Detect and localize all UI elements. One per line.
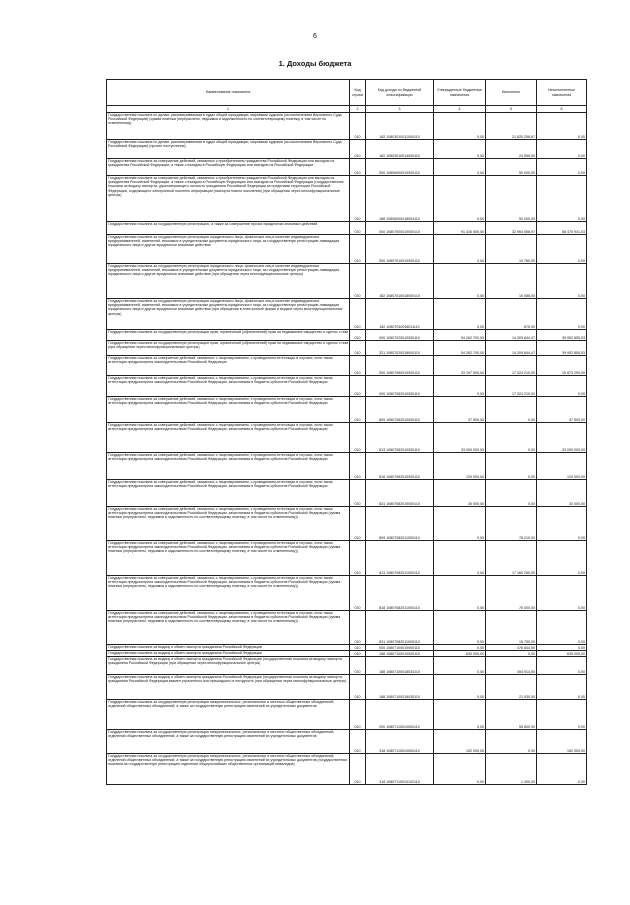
row-approved: 0,00 xyxy=(434,176,486,222)
table-row xyxy=(107,675,587,700)
row-unexecuted: 152 000,00 xyxy=(537,730,587,754)
column-number: 4 xyxy=(434,106,486,113)
header-executed: Исполнено xyxy=(486,80,537,106)
row-approved: 120 000,00 xyxy=(434,453,486,480)
row-class-code: 813 10807082010000110 xyxy=(366,423,434,453)
row-line-code: 010 xyxy=(350,507,366,541)
header-line-code: Код строки xyxy=(350,80,366,106)
row-name: Государственная пошлина за государственную регистрацию, а также за совершение прочих юридически значимых действий xyxy=(107,222,350,235)
table-row xyxy=(107,113,587,140)
table-row xyxy=(107,657,587,675)
row-unexecuted: 0,00 xyxy=(537,235,587,264)
row-executed: 0,00 xyxy=(486,397,537,423)
row-class-code: 000 10807100010000110 xyxy=(366,645,434,651)
row-line-code: 010 xyxy=(350,657,366,675)
row-class-code: 000 10807110010000110 xyxy=(366,700,434,730)
row-line-code: 010 xyxy=(350,264,366,299)
table-row xyxy=(107,235,587,264)
row-class-code: 000 10807000010000110 xyxy=(366,222,434,235)
row-executed: 0,00 xyxy=(486,730,537,754)
table-row xyxy=(107,376,587,397)
row-unexecuted: 0,00 xyxy=(537,754,587,785)
column-number-row xyxy=(107,106,587,113)
row-line-code: 010 xyxy=(350,651,366,657)
row-name: Государственная пошлина за совершение действий, связанных с лицензированием, с проведением аттестации в случаях, если такая аттестация предусмотрена законодательством Российской Федерации, зачисляемая в бюджеты субъектов Российской Федерации xyxy=(107,376,350,397)
row-class-code: 182 10803010011000110 xyxy=(366,113,434,140)
row-unexecuted: 0,00 xyxy=(537,264,587,299)
row-executed: 21 620 256,67 xyxy=(486,113,537,140)
table-row xyxy=(107,159,587,176)
row-approved: 47 500,00 xyxy=(434,397,486,423)
row-line-code: 010 xyxy=(350,113,366,140)
row-name: Государственная пошлина за совершение действий, связанных с лицензированием, с проведением аттестации в случаях, если такая аттестация предусмотрена законодательством Российской Федерации, зачисляемая в бюджеты субъектов Российской Федерации (сумма платежа (перерасчеты, недоимка и задолженность по соответствующему платежу, в том числе по отмененному)) xyxy=(107,611,350,645)
row-name: Государственная пошлина за государственную регистрацию юридического лица, физических лиц в качестве индивидуальных предпринимателей, изменений, вносимых в учредительные документы юридического лица, за государственную регистрацию ликвидации юридического лица и другие юридически значимые действия xyxy=(107,235,350,264)
table-row xyxy=(107,453,587,480)
row-class-code: 182 10803010014000110 xyxy=(366,140,434,159)
row-unexecuted: 0,00 xyxy=(537,700,587,730)
row-class-code: 182 10807010018011110 xyxy=(366,299,434,330)
row-approved: 0,00 xyxy=(434,264,486,299)
row-line-code: 010 xyxy=(350,700,366,730)
row-unexecuted: 0,00 xyxy=(537,376,587,397)
row-class-code: 809 10807082011000110 xyxy=(366,507,434,541)
row-name: Государственная пошлина за совершение действий, связанных с лицензированием, с проведением аттестации в случаях, если такая аттестация предусмотрена законодательством Российской Федерации, зачисляемая в бюджеты субъектов Российской Федерации xyxy=(107,397,350,423)
row-executed: 10 760,00 xyxy=(486,235,537,264)
row-unexecuted: 30 000,00 xyxy=(537,480,587,507)
row-name: Государственная пошлина за совершение действий, связанных с приобретением гражданства Российской Федерации или выходом из гражданства Российской Федерации, а также с въездом в Российскую Федерацию или выездом из Российской Федерации xyxy=(107,159,350,176)
row-line-code: 010 xyxy=(350,576,366,611)
row-approved: 0,00 xyxy=(434,754,486,785)
row-name: Государственная пошлина за совершение действий, связанных с лицензированием, с проведением аттестации в случаях, если такая аттестация предусмотрена законодательством Российской Федерации, зачисляемая в бюджеты субъектов Российской Федерации (сумма платежа (перерасчеты, недоимка и задолженность по соответствующему платежу, в том числе по отмененному)) xyxy=(107,507,350,541)
row-class-code: 818 10807082010000110 xyxy=(366,453,434,480)
row-executed: 1 400,00 xyxy=(486,754,537,785)
row-unexecuted: 33 000 000,00 xyxy=(537,423,587,453)
row-executed: 17 160 250,00 xyxy=(486,541,537,576)
row-executed: 17 324 210,00 xyxy=(486,376,537,397)
row-name: Государственная пошлина за выдачу и обмен паспорта гражданина Российской Федерации xyxy=(107,651,350,657)
row-executed: 0,00 xyxy=(486,423,537,453)
column-number: 6 xyxy=(537,106,587,113)
row-approved: 0,00 xyxy=(434,700,486,730)
row-name: Государственная пошлина за выдачу и обмен паспорта гражданина Российской Федерации (государственная пошлина за выдачу паспорта гражданина Российской Федерации взамен утраченного или пришедшего в негодность (при обращении через многофункциональные центры) xyxy=(107,675,350,700)
row-approved: 54 262 700,00 xyxy=(434,341,486,356)
row-name: Государственная пошлина за государственную регистрацию юридического лица, физических лиц в качестве индивидуальных предпринимателей, изменений, вносимых в учредительные документы юридического лица, за государственную регистрацию ликвидации юридического лица и другие юридически значимые действия (при обращении в электронной форме и выдаче через многофункциональные центры) xyxy=(107,299,350,330)
row-class-code: 188 10806000018004110 xyxy=(366,176,434,222)
row-executed: 32 964 558,97 xyxy=(486,222,537,235)
row-line-code: 010 xyxy=(350,611,366,645)
row-executed: 50 000,00 xyxy=(486,159,537,176)
section-title: 1. Доходы бюджета xyxy=(278,59,352,68)
column-number: 1 xyxy=(107,106,350,113)
row-executed: 476 844,50 xyxy=(486,645,537,651)
row-class-code: 188 10807100018035110 xyxy=(366,675,434,700)
row-executed: 454 914,50 xyxy=(486,657,537,675)
table-row xyxy=(107,397,587,423)
row-class-code: 000 10807080010000110 xyxy=(366,356,434,376)
row-executed: 14 309 844,47 xyxy=(486,330,537,341)
row-line-code: 010 xyxy=(350,140,366,159)
row-name: Государственная пошлина за государственную регистрацию межрегиональных, региональных и местных общественных объединений, отделений общественных объединений, а также за государственную регистрацию изменений их учредительных документов xyxy=(107,730,350,754)
row-line-code: 010 xyxy=(350,235,366,264)
row-unexecuted: 47 500,00 xyxy=(537,397,587,423)
row-line-code: 010 xyxy=(350,423,366,453)
row-approved: 0,00 xyxy=(434,657,486,675)
row-class-code: 321 10807020018000110 xyxy=(366,341,434,356)
column-number: 3 xyxy=(366,106,434,113)
row-approved: 0,00 xyxy=(434,507,486,541)
table-header-row xyxy=(107,80,587,106)
row-unexecuted: 0,00 xyxy=(537,657,587,675)
row-approved: 33 197 500,00 xyxy=(434,356,486,376)
table-row xyxy=(107,222,587,235)
row-name: Государственная пошлина за выдачу и обмен паспорта гражданина Российской Федерации (государственная пошлина за выдачу паспорта гражданина Российской Федерации (при обращении через многофункциональные центры) xyxy=(107,657,350,675)
row-line-code: 010 xyxy=(350,341,366,356)
row-executed: 15 750,00 xyxy=(486,611,537,645)
row-approved: 0,00 xyxy=(434,159,486,176)
table-body xyxy=(107,113,587,785)
row-unexecuted: 0,00 xyxy=(537,113,587,140)
table-row xyxy=(107,341,587,356)
table-row xyxy=(107,480,587,507)
row-unexecuted: 630 000,00 xyxy=(537,651,587,657)
row-unexecuted: 0,00 xyxy=(537,507,587,541)
row-executed: 55 800,00 xyxy=(486,700,537,730)
row-class-code: 831 10807082011000110 xyxy=(366,611,434,645)
row-approved: 152 000,00 xyxy=(434,730,486,754)
row-line-code: 010 xyxy=(350,754,366,785)
table-row xyxy=(107,541,587,576)
row-name: Государственная пошлина за выдачу и обмен паспорта гражданина Российской Федерации xyxy=(107,645,350,651)
header-class-code: Код дохода по бюджетной классификации xyxy=(366,80,434,106)
row-executed: 14 309 844,47 xyxy=(486,341,537,356)
row-unexecuted: 0,00 xyxy=(537,576,587,611)
row-name: Государственная пошлина за государственную регистрацию межрегиональных, региональных и местных общественных объединений, отделений общественных объединений, а также за государственную регистрацию изменений их учредительных документов (государственная пошлина за государственную регистрацию отделения общероссийских общественных организаций инвалидов) xyxy=(107,754,350,785)
row-executed: 78 210,00 xyxy=(486,507,537,541)
column-number: 2 xyxy=(350,106,366,113)
row-approved: 630 000,00 xyxy=(434,651,486,657)
row-name: Государственная пошлина за государственную регистрацию юридического лица, физических лиц в качестве индивидуальных предпринимателей, изменений, вносимых в учредительные документы юридического лица, за государственную регистрацию ликвидации юридического лица и другие юридически значимые действия (при обращении через многофункциональные центры) xyxy=(107,264,350,299)
row-unexecuted: 0,00 xyxy=(537,645,587,651)
row-unexecuted: 0,00 xyxy=(537,541,587,576)
row-unexecuted: 39 952 855,53 xyxy=(537,341,587,356)
row-line-code: 010 xyxy=(350,730,366,754)
row-approved: 0,00 xyxy=(434,675,486,700)
row-approved: 0,00 xyxy=(434,113,486,140)
header-unexecuted: Неисполненные назначения xyxy=(537,80,587,106)
row-unexecuted: 15 873 290,00 xyxy=(537,356,587,376)
row-name: Государственная пошлина за совершение действий, связанных с лицензированием, с проведением аттестации в случаях, если такая аттестация предусмотрена законодательством Российской Федерации, зачисляемая в бюджеты субъектов Российской Федерации (сумма платежа (перерасчеты, недоимка и задолженность по соответствующему платежу, в том числе по отмененному)) xyxy=(107,541,350,576)
row-class-code: 182 10807010018000110 xyxy=(366,264,434,299)
table-row xyxy=(107,611,587,645)
table-row xyxy=(107,356,587,376)
row-name: Государственная пошлина за совершение действий, связанных с лицензированием, с проведением аттестации в случаях, если такая аттестация предусмотрена законодательством Российской Федерации, зачисляемая в бюджеты субъектов Российской Федерации xyxy=(107,480,350,507)
row-line-code: 010 xyxy=(350,299,366,330)
table-row xyxy=(107,700,587,730)
row-executed: 0,00 xyxy=(486,480,537,507)
header-approved: Утвержденные бюджетные назначения xyxy=(434,80,486,106)
row-class-code: 818 10807082011000110 xyxy=(366,576,434,611)
row-name: Государственная пошлина за государственную регистрацию межрегиональных, региональных и местных общественных объединений, отделений общественных объединений, а также за государственную регистрацию изменений их учредительных документов xyxy=(107,700,350,730)
row-executed: 10 085,00 xyxy=(486,264,537,299)
row-line-code: 010 xyxy=(350,176,366,222)
row-line-code: 010 xyxy=(350,159,366,176)
row-name: Государственная пошлина за совершение действий, связанных с приобретением гражданства Российской Федерации или выходом из гражданства Российской Федерации, а также с въездом в Российскую Федерацию или выездом из Российской Федерации (государственная пошлина за выдачу паспорта, удостоверяющего личность гражданина Российской Федерации за пределами территории Российской Федерации, содержащего электронный носитель информации (паспорта нового поколения) (при обращении через многофункциональные центры) xyxy=(107,176,350,222)
row-name: Государственная пошлина за государственную регистрацию прав, ограничений (обременений) прав на недвижимое имущество и сделок с ним (при обращении через многофункциональные центры) xyxy=(107,341,350,356)
income-table xyxy=(106,79,587,785)
row-class-code: 000 10807010010000110 xyxy=(366,235,434,264)
row-approved: 0,00 xyxy=(434,645,486,651)
row-unexecuted: 0,00 xyxy=(537,675,587,700)
row-unexecuted: 0,00 xyxy=(537,140,587,159)
row-executed: 675,00 xyxy=(486,299,537,330)
row-class-code: 318 10807110010000110 xyxy=(366,730,434,754)
row-line-code: 010 xyxy=(350,480,366,507)
table-row xyxy=(107,140,587,159)
row-class-code: 188 10807100010000110 xyxy=(366,651,434,657)
row-unexecuted: 0,00 xyxy=(537,611,587,645)
row-line-code: 010 xyxy=(350,330,366,341)
row-name: Государственная пошлина по делам, рассматриваемым в судах общей юрисдикции, мировыми судьями (за исключением Верховного Суда Российской Федерации) (сумма платежа (перерасчеты, недоимка и задолженность по соответствующему платежу, в том числе по отмененному) xyxy=(107,113,350,140)
table-row xyxy=(107,754,587,785)
row-executed: 21 930,00 xyxy=(486,675,537,700)
table-row xyxy=(107,730,587,754)
table-row xyxy=(107,176,587,222)
row-line-code: 010 xyxy=(350,453,366,480)
table-row xyxy=(107,330,587,341)
row-class-code: 000 10807082010000110 xyxy=(366,376,434,397)
table-row xyxy=(107,423,587,453)
column-number: 5 xyxy=(486,106,537,113)
row-class-code: 000 10806000010000110 xyxy=(366,159,434,176)
row-approved: 91 435 500,00 xyxy=(434,222,486,235)
row-approved: 0,00 xyxy=(434,140,486,159)
row-line-code: 010 xyxy=(350,645,366,651)
row-class-code: 809 10807082010000110 xyxy=(366,397,434,423)
row-name: Государственная пошлина за совершение действий, связанных с лицензированием, с проведением аттестации в случаях, если такая аттестация предусмотрена законодательством Российской Федерации, зачисляемая в бюджеты субъектов Российской Федерации (сумма платежа (перерасчеты, недоимка и задолженность по соответствующему платежу, в том числе по отмененному)) xyxy=(107,576,350,611)
row-unexecuted: 0,00 xyxy=(537,299,587,330)
row-unexecuted: 58 470 941,03 xyxy=(537,222,587,235)
row-approved: 0,00 xyxy=(434,576,486,611)
row-unexecuted: 120 000,00 xyxy=(537,453,587,480)
row-executed: 70 000,00 xyxy=(486,576,537,611)
table-row xyxy=(107,299,587,330)
row-approved: 0,00 xyxy=(434,541,486,576)
row-name: Государственная пошлина за совершение действий, связанных с лицензированием, с проведением аттестации в случаях, если такая аттестация предусмотрена законодательством Российской Федерации, зачисляемая в бюджеты субъектов Российской Федерации xyxy=(107,453,350,480)
row-executed: 17 324 210,00 xyxy=(486,356,537,376)
row-approved: 33 000 000,00 xyxy=(434,423,486,453)
table-row xyxy=(107,264,587,299)
row-name: Государственная пошлина за государственную регистрацию прав, ограничений (обременений) прав на недвижимое имущество и сделок с ним xyxy=(107,330,350,341)
row-line-code: 010 xyxy=(350,376,366,397)
row-class-code: 000 10807020010000110 xyxy=(366,330,434,341)
row-class-code: 831 10807082010000110 xyxy=(366,480,434,507)
row-unexecuted: 39 952 855,53 xyxy=(537,330,587,341)
row-approved: 0,00 xyxy=(434,376,486,397)
row-unexecuted: 0,00 xyxy=(537,176,587,222)
table-row xyxy=(107,507,587,541)
row-approved: 0,00 xyxy=(434,235,486,264)
row-executed: 0,00 xyxy=(486,651,537,657)
page-number: 6 xyxy=(313,33,317,40)
row-class-code: 188 10807100018034110 xyxy=(366,657,434,675)
row-approved: 0,00 xyxy=(434,299,486,330)
row-approved: 0,00 xyxy=(434,611,486,645)
row-line-code: 010 xyxy=(350,541,366,576)
row-line-code: 010 xyxy=(350,356,366,376)
row-class-code: 813 10807082011000110 xyxy=(366,541,434,576)
row-name: Государственная пошлина за совершение действий, связанных с лицензированием, с проведением аттестации в случаях, если такая аттестация предусмотрена законодательством Российской Федерации xyxy=(107,356,350,376)
row-line-code: 010 xyxy=(350,397,366,423)
row-approved: 30 000,00 xyxy=(434,480,486,507)
row-line-code: 010 xyxy=(350,675,366,700)
header-name: Наименование показателя xyxy=(107,80,350,106)
table-row xyxy=(107,576,587,611)
row-executed: 0,00 xyxy=(486,453,537,480)
row-line-code: 010 xyxy=(350,222,366,235)
row-class-code: 318 10807110010102110 xyxy=(366,754,434,785)
row-executed: 50 000,00 xyxy=(486,176,537,222)
row-name: Государственная пошлина по делам, рассматриваемым в судах общей юрисдикции, мировыми судьями (за исключением Верховного Суда Российской Федерации) (прочие поступления) xyxy=(107,140,350,159)
row-unexecuted: 0,00 xyxy=(537,159,587,176)
row-approved: 54 262 700,00 xyxy=(434,330,486,341)
row-name: Государственная пошлина за совершение действий, связанных с лицензированием, с проведением аттестации в случаях, если такая аттестация предусмотрена законодательством Российской Федерации, зачисляемая в бюджеты субъектов Российской Федерации xyxy=(107,423,350,453)
row-executed: 24 555,00 xyxy=(486,140,537,159)
